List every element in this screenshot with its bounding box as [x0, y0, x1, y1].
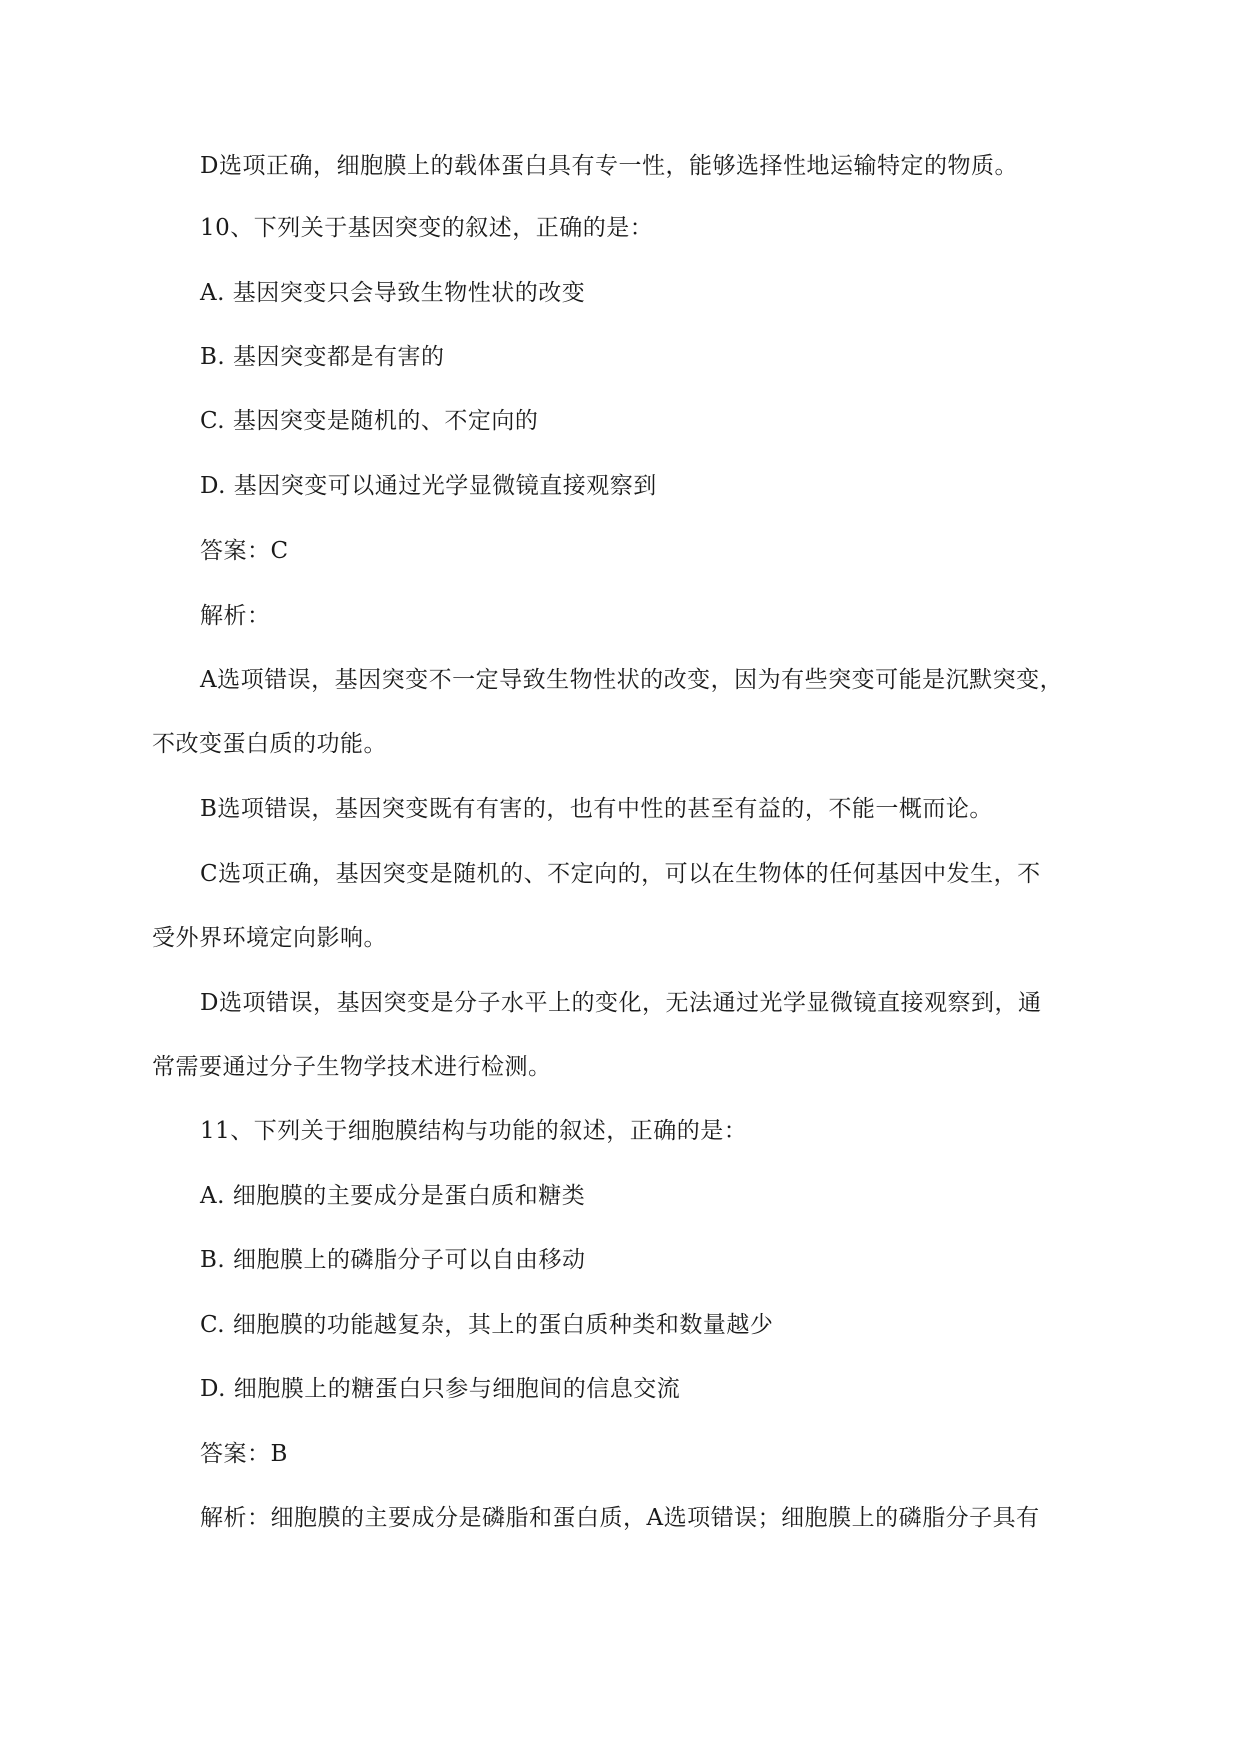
question-11-option-d: D. 细胞膜上的糖蛋白只参与细胞间的信息交流	[200, 1376, 681, 1402]
question-11-option-c: C. 细胞膜的功能越复杂，其上的蛋白质种类和数量越少	[200, 1312, 774, 1338]
question-10-explanation-b: B选项错误，基因突变既有有害的，也有中性的甚至有益的，不能一概而论。	[200, 796, 993, 822]
question-11-option-b: B. 细胞膜上的磷脂分子可以自由移动	[200, 1247, 586, 1273]
question-10-explanation-a-line1: A选项错误，基因突变不一定导致生物性状的改变，因为有些突变可能是沉默突变，	[200, 667, 1064, 693]
question-10-option-d: D. 基因突变可以通过光学显微镜直接观察到	[200, 473, 657, 499]
question-10-option-a: A. 基因突变只会导致生物性状的改变	[200, 280, 586, 306]
question-10-explanation-d-line2: 常需要通过分子生物学技术进行检测。	[152, 1054, 552, 1080]
question-10-option-b: B. 基因突变都是有害的	[200, 344, 445, 370]
question-10-stem: 10、下列关于基因突变的叙述，正确的是：	[200, 215, 654, 241]
question-10-explanation-c-line2: 受外界环境定向影响。	[152, 925, 387, 951]
question-10-explanation-d-line1: D选项错误，基因突变是分子水平上的变化，无法通过光学显微镜直接观察到，通	[200, 990, 1042, 1016]
question-11-answer: 答案：B	[200, 1441, 288, 1467]
question-10-explanation-heading: 解析：	[200, 603, 271, 629]
question-10-answer: 答案：C	[200, 538, 289, 564]
question-10-option-c: C. 基因突变是随机的、不定向的	[200, 408, 539, 434]
question-10-explanation-a-line2: 不改变蛋白质的功能。	[152, 731, 387, 757]
question-10-explanation-c-line1: C选项正确，基因突变是随机的、不定向的，可以在生物体的任何基因中发生，不	[200, 861, 1041, 887]
question-11-stem: 11、下列关于细胞膜结构与功能的叙述，正确的是：	[200, 1118, 748, 1144]
question-11-explanation-line1: 解析：细胞膜的主要成分是磷脂和蛋白质，A选项错误；细胞膜上的磷脂分子具有	[200, 1505, 1040, 1531]
explanation-9-d: D选项正确，细胞膜上的载体蛋白具有专一性，能够选择性地运输特定的物质。	[200, 153, 1018, 179]
question-11-option-a: A. 细胞膜的主要成分是蛋白质和糖类	[200, 1183, 586, 1209]
